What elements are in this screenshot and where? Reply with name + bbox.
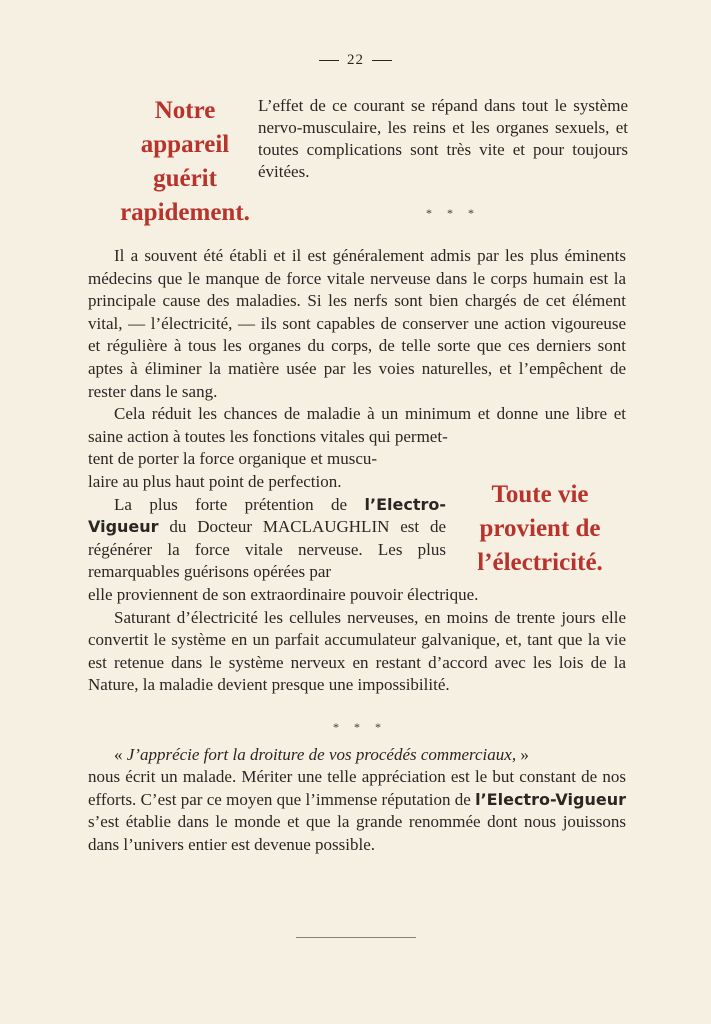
heading-line: rapidement. xyxy=(120,199,250,226)
quote-mark: « xyxy=(114,745,127,764)
closing-block xyxy=(88,766,626,856)
paragraph-saturating: Saturant d’électricité les cellules nerveuses, en moins de trente jours elle convertit le système en un parfait accumulateur galvanique, et, tant que la vie est retenue dans le système nerveux en restant d’accord avec les lois de la Nature, la maladie devient presque une impossibilité. xyxy=(88,607,626,695)
quote-mark: » xyxy=(516,745,529,764)
claim-text: La plus forte prétention de xyxy=(114,494,365,514)
page-number xyxy=(0,52,711,69)
heading-line: provient de xyxy=(479,515,601,542)
main-text xyxy=(88,245,626,697)
paragraph-reduces-disease: Cela réduit les chances de maladie à un minimum et donne une libre et saine action à toutes les fonctions vitales qui permet- xyxy=(88,404,626,446)
bottom-rule xyxy=(296,937,416,938)
paragraph-claim xyxy=(88,494,446,584)
heading-line: Notre xyxy=(154,97,216,124)
section-separator: * * * xyxy=(426,206,480,220)
margin-heading-electricity xyxy=(455,478,625,580)
testimonial-quote xyxy=(88,744,626,767)
heading-line: Toute vie xyxy=(491,481,589,508)
dash-left xyxy=(319,60,339,61)
paragraph-wrap-line: tent de porter la force organique et muscu- xyxy=(88,449,378,469)
claim-text: du Docteur MACLAUGHLIN est de régénérer la force vitale nerveuse. Les plus remarquables guérisons opérées par xyxy=(88,517,446,582)
paragraph-vital-force: Il a souvent été établi et il est généralement admis par les plus éminents médecins que le manque de force vitale nerveuse dans le corps humain est la principale cause des maladies. Si les nerfs sont bien chargés de cet élément vital, — l’électricité, — ils sont capables de conserver une action vigoureuse et régulière à tous les organes du corps, de telle sorte que ces derniers sont aptes à éliminer la matière usée par les voies naturelles, et l’empêchent de rester dans le sang. xyxy=(88,246,626,401)
heading-line: l’électricité. xyxy=(477,549,603,576)
brand-name: l’Electro-Vigueur xyxy=(88,494,446,537)
page-number-value: 22 xyxy=(347,52,364,68)
quote-block xyxy=(88,744,626,767)
dash-right xyxy=(372,60,392,61)
paragraph-reputation xyxy=(88,766,626,856)
paragraph-claim-end: elle proviennent de son extraordinaire pouvoir électrique. xyxy=(88,584,479,604)
margin-heading-cure xyxy=(100,94,270,230)
brand-name: l’Electro-Vigueur xyxy=(475,789,626,809)
section-separator: * * * xyxy=(333,720,387,734)
heading-line: appareil xyxy=(140,131,230,158)
reputation-text: nous écrit un malade. Mériter une telle appréciation est le but constant de nos efforts. C’est par ce moyen que l’immense réputation de xyxy=(88,767,626,809)
reputation-text: s’est établie dans le monde et que la grande renommée dont nous jouissons dans l’univers entier est devenue possible. xyxy=(88,812,626,854)
paragraph-wrap-line: laire au plus haut point de perfection. xyxy=(88,471,342,491)
quote-text: J’apprécie fort la droiture de vos procédés commerciaux, xyxy=(126,745,517,764)
intro-paragraph: L’effet de ce courant se répand dans tout le système nervo-musculaire, les reins et les organes sexuels, et toutes complications sont très vite et pour toujours évitées. xyxy=(258,96,628,181)
heading-line: guérit xyxy=(153,165,217,192)
